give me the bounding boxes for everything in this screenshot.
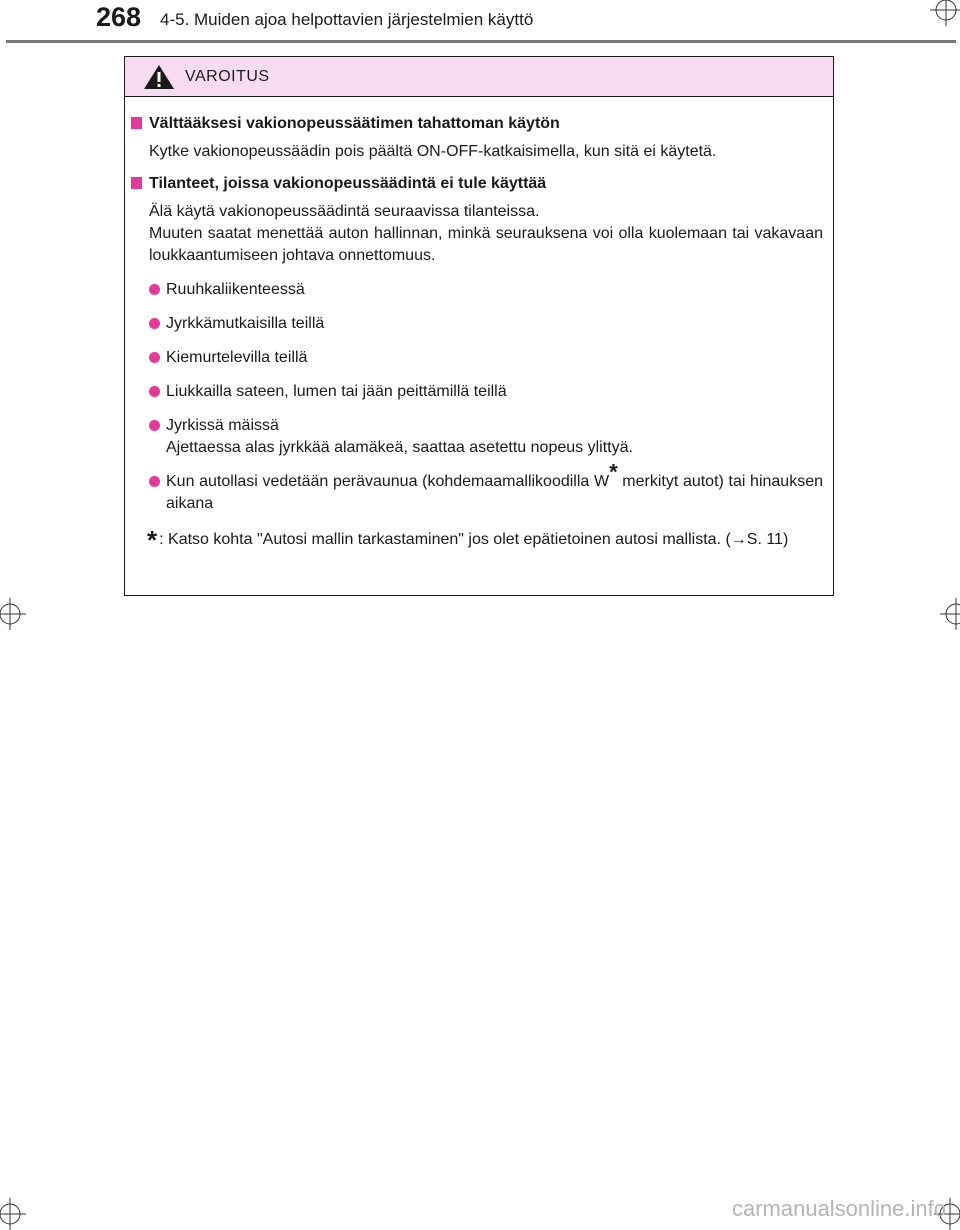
paragraph: Kytke vakionopeussäädin pois päältä ON-OFF-katkaisimella, kun sitä ei käytetä. bbox=[149, 143, 717, 160]
warning-box bbox=[124, 56, 834, 596]
list-item-text: Liukkailla sateen, lumen tai jään peittämillä teillä bbox=[166, 383, 507, 400]
page-number: 268 bbox=[96, 2, 142, 32]
list-item bbox=[131, 279, 823, 301]
footnote-text: : Katso kohta "Autosi mallin tarkastaminen" jos olet epätietoinen autosi mallista. (→S. 11) bbox=[159, 531, 789, 548]
list-item bbox=[131, 313, 823, 335]
section-heading-text: Tilanteet, joissa vakionopeussäädintä ei tule käyttää bbox=[149, 175, 547, 192]
list-item-text bbox=[166, 459, 823, 515]
square-bullet-icon bbox=[131, 117, 142, 129]
list-item-text: Jyrkkämutkaisilla teillä bbox=[166, 315, 325, 332]
round-bullet-icon bbox=[149, 352, 160, 363]
paragraph: Muuten saatat menettää auton hallinnan, minkä seurauksena voi olla kuolemaan tai vakavaan loukkaantumiseen johtava onnettomuus. bbox=[149, 225, 823, 264]
section-heading-text: Välttääksesi vakionopeussäätimen tahattoman käytön bbox=[149, 115, 560, 132]
list-item bbox=[131, 459, 823, 515]
paragraph: Älä käytä vakionopeussäädintä seuraavissa tilanteissa. bbox=[149, 203, 540, 220]
list-item-text bbox=[166, 415, 823, 459]
round-bullet-icon bbox=[149, 386, 160, 397]
section-title: 4-5. Muiden ajoa helpottavien järjestelmien käyttö bbox=[160, 10, 534, 29]
round-bullet-icon bbox=[149, 284, 160, 295]
list-item-line: Ajettaessa alas jyrkkää alamäkeä, saattaa asetettu nopeus ylittyä. bbox=[166, 439, 633, 456]
header-rule bbox=[6, 40, 956, 43]
list-item-text: Kiemurtelevilla teillä bbox=[166, 349, 308, 366]
warning-label: VAROITUS bbox=[185, 67, 270, 85]
warning-triangle-icon bbox=[143, 64, 175, 90]
warning-header bbox=[125, 57, 833, 97]
footnote-star: * bbox=[147, 525, 158, 555]
tow-text-after: merkityt autot) tai hinauksen aikana bbox=[166, 473, 823, 512]
round-bullet-icon bbox=[149, 420, 160, 431]
section-heading bbox=[131, 113, 823, 135]
section-heading bbox=[131, 173, 823, 195]
crop-mark-bottom-left-icon bbox=[0, 1198, 26, 1230]
list-item-text: Ruuhkaliikenteessä bbox=[166, 281, 305, 298]
footnote bbox=[131, 525, 823, 555]
warning-body bbox=[125, 97, 833, 555]
crop-mark-left-icon bbox=[0, 598, 26, 630]
footnote-star: * bbox=[609, 459, 618, 485]
crop-mark-right-icon bbox=[940, 598, 960, 630]
square-bullet-icon bbox=[131, 177, 142, 189]
list-item bbox=[131, 415, 823, 459]
list-item bbox=[131, 347, 823, 369]
crop-mark-top-right-icon bbox=[930, 0, 960, 26]
round-bullet-icon bbox=[149, 318, 160, 329]
tow-text-before: Kun autollasi vedetään perävaunua (kohdemaamallikoodilla W bbox=[166, 473, 610, 490]
list-item-line: Jyrkissä mäissä bbox=[166, 417, 279, 434]
watermark: carmanualsonline.info bbox=[731, 1196, 946, 1221]
list-item bbox=[131, 381, 823, 403]
round-bullet-icon bbox=[149, 476, 160, 487]
